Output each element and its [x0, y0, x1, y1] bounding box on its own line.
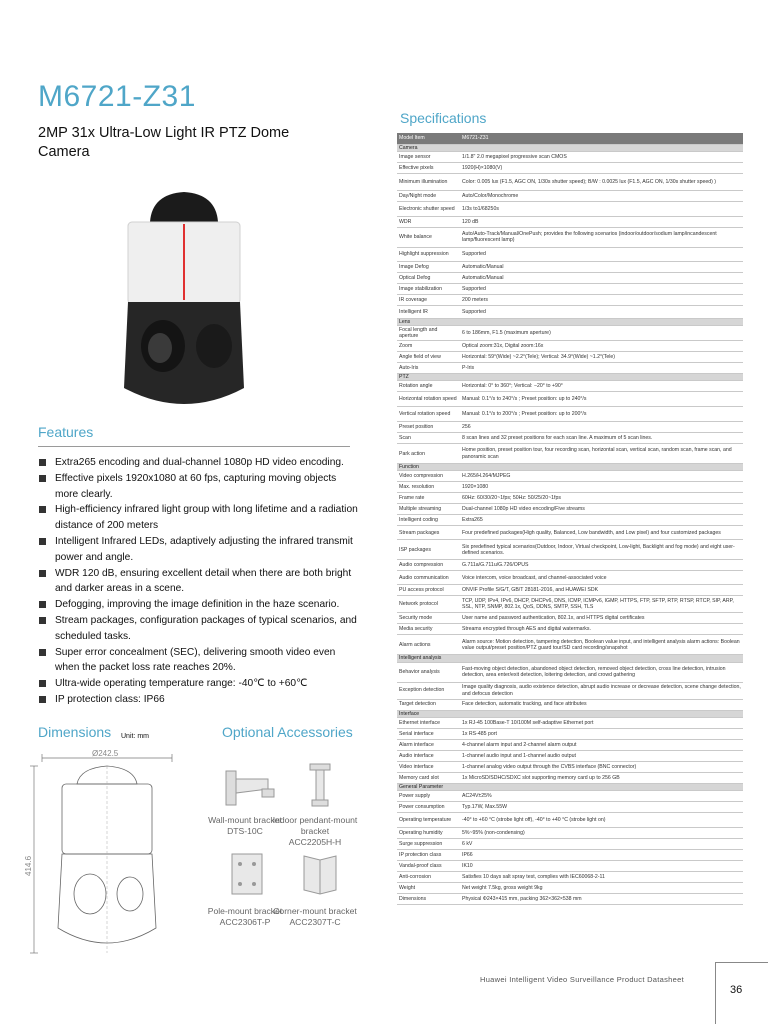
spec-key: IP protection class: [397, 849, 460, 860]
spec-value: 6 kV: [460, 838, 743, 849]
spec-key: Anti-corrosion: [397, 871, 460, 882]
accessory-name: Pole-mount bracket: [207, 906, 283, 916]
spec-row: [397, 790, 743, 801]
spec-value: Manual: 0.1°/s to 200°/s ; Preset position: up to 200°/s: [460, 407, 743, 422]
spec-value: -40° to +60 °C (strobe light off), -40° to +40 °C (strobe light on): [460, 812, 743, 827]
feature-text: Ultra-wide operating temperature range: -40℃ to +60℃: [55, 678, 308, 690]
spec-key: Park action: [397, 444, 460, 464]
spec-key: Power consumption: [397, 801, 460, 812]
bullet-square-icon: [39, 649, 46, 656]
spec-key: Rotation angle: [397, 381, 460, 392]
spec-section-row: [397, 144, 743, 151]
spec-key: White balance: [397, 227, 460, 247]
spec-key: Electronic shutter speed: [397, 201, 460, 216]
spec-value: ONVIF Profile S/G/T, GB/T 28181-2016, and HUAWEI SDK: [460, 585, 743, 596]
feature-item: [38, 534, 358, 566]
spec-row: [397, 871, 743, 882]
spec-row: [397, 739, 743, 750]
spec-row: [397, 283, 743, 294]
spec-row: [397, 294, 743, 305]
spec-row: [397, 893, 743, 904]
spec-key: Image Defog: [397, 261, 460, 272]
spec-row: [397, 635, 743, 655]
spec-row: [397, 662, 743, 682]
spec-value: H.265/H.264/MJPEG: [460, 471, 743, 482]
spec-section-row: [397, 655, 743, 662]
spec-row: [397, 772, 743, 783]
spec-value: [460, 710, 743, 717]
spec-row: [397, 761, 743, 772]
spec-value: M6721-Z31: [460, 133, 743, 144]
feature-item: [38, 645, 358, 677]
spec-value: 1/1.8" 2.0 megapixel progressive scan CMOS: [460, 151, 743, 162]
spec-key: Image sensor: [397, 151, 460, 162]
features-list: [38, 455, 358, 708]
spec-row: [397, 305, 743, 318]
spec-row: [397, 151, 743, 162]
spec-key: Preset position: [397, 422, 460, 433]
spec-row: [397, 201, 743, 216]
spec-key: Operating temperature: [397, 812, 460, 827]
dimensions-heading: Dimensions: [38, 724, 112, 740]
bullet-square-icon: [39, 506, 46, 513]
spec-key: Intelligent coding: [397, 515, 460, 526]
footer-divider-vertical: [715, 962, 716, 1024]
spec-key: IR coverage: [397, 294, 460, 305]
feature-text: WDR 120 dB, ensuring excellent detail when there are both bright and darker areas in a scene.: [55, 567, 352, 595]
accessory-code: ACC2205H-H: [288, 837, 342, 847]
spec-value: Fast-moving object detection, abandoned object detection, removed object detection, cross line detection, intrusion detection, area enter/exit detection, loitering detection, and crowd gathering: [460, 662, 743, 682]
features-divider: [38, 446, 350, 447]
spec-key: Alarm interface: [397, 739, 460, 750]
spec-row: [397, 596, 743, 613]
spec-key: Max. resolution: [397, 482, 460, 493]
spec-key: Camera: [397, 144, 460, 151]
bullet-square-icon: [39, 601, 46, 608]
spec-key: Network protocol: [397, 596, 460, 613]
corner-mount-bracket-image: [290, 850, 350, 900]
bullet-square-icon: [39, 459, 46, 466]
spec-row: [397, 504, 743, 515]
spec-key: Video interface: [397, 761, 460, 772]
spec-row: [397, 362, 743, 373]
spec-key: Auto-Iris: [397, 362, 460, 373]
spec-value: [460, 783, 743, 790]
spec-row: [397, 613, 743, 624]
spec-value: Physical Φ243×415 mm, packing 362×362×538 mm: [460, 893, 743, 904]
spec-value: Auto/Auto-Track/Manual/OnePush; provides the following scenarios (indoor/outdoor/sodium lamp/incandescent lamp/fluorescent lamp): [460, 227, 743, 247]
spec-row: [397, 540, 743, 560]
spec-value: Manual: 0.1°/s to 240°/s ; Preset position: up to 240°/s: [460, 392, 743, 407]
spec-key: Audio communication: [397, 571, 460, 585]
spec-value: IK10: [460, 860, 743, 871]
spec-value: User name and password authentication, 802.1x, and HTTPS digital certificates: [460, 613, 743, 624]
spec-value: Satisfies 10 days salt spray test, complies with IEC60068-2-11: [460, 871, 743, 882]
spec-row: [397, 849, 743, 860]
spec-key: Operating humidity: [397, 827, 460, 838]
dimension-drawing: [22, 748, 192, 960]
spec-key: Media security: [397, 624, 460, 635]
product-subtitle: 2MP 31x Ultra-Low Light IR PTZ Dome Camera: [38, 125, 290, 160]
spec-row: [397, 571, 743, 585]
feature-text: Effective pixels 1920x1080 at 60 fps, capturing moving objects more clearly.: [55, 472, 337, 500]
spec-value: 1x RS-485 port: [460, 728, 743, 739]
spec-value: 1x MicroSD/SDHC/SDXC slot supporting memory card up to 256 GB: [460, 772, 743, 783]
spec-key: Weight: [397, 882, 460, 893]
spec-row: [397, 351, 743, 362]
spec-key: Model Item: [397, 133, 460, 144]
spec-row: [397, 812, 743, 827]
spec-value: 1-channel audio input and 1-channel audio output: [460, 750, 743, 761]
accessory-code: ACC2307T-C: [289, 917, 341, 927]
spec-value: Extra265: [460, 515, 743, 526]
spec-value: 5%~95% (non-condensing): [460, 827, 743, 838]
spec-row: [397, 261, 743, 272]
spec-key: Effective pixels: [397, 162, 460, 173]
spec-key: Intelligent IR: [397, 305, 460, 318]
spec-value: 1x RJ-45 100Base-T 10/100M self-adaptive Ethernet port: [460, 717, 743, 728]
spec-row: [397, 882, 743, 893]
height-dimension-label: 414.6: [24, 855, 33, 876]
spec-value: [460, 373, 743, 380]
feature-text: Intelligent Infrared LEDs, adaptively adjusting the infrared transmit power and angle.: [55, 535, 353, 563]
spec-key: Multiple streaming: [397, 504, 460, 515]
spec-row: [397, 216, 743, 227]
feature-item: [38, 471, 358, 503]
spec-key: Lens: [397, 318, 460, 325]
spec-value: G.711a/G.711u/G.726/OPUS: [460, 560, 743, 571]
spec-row: [397, 493, 743, 504]
bullet-square-icon: [39, 475, 46, 482]
spec-key: PTZ: [397, 373, 460, 380]
spec-key: Minimum illumination: [397, 173, 460, 190]
spec-key: Angle field of view: [397, 351, 460, 362]
spec-section-row: [397, 373, 743, 380]
spec-value: 256: [460, 422, 743, 433]
spec-value: Four predefined packages(High quality, Balanced, Low bandwidth, and Low pixel) and four customized packages: [460, 526, 743, 540]
accessory-name: Wall-mount bracket: [208, 815, 282, 825]
width-dimension-label: Ø242.5: [92, 749, 119, 758]
spec-value: 1/3s to1/68250s: [460, 201, 743, 216]
spec-value: Typ.17W, Max.55W: [460, 801, 743, 812]
spec-row: [397, 247, 743, 261]
spec-value: 200 meters: [460, 294, 743, 305]
spec-section-row: [397, 783, 743, 790]
spec-value: Supported: [460, 283, 743, 294]
spec-key: Focal length and aperture: [397, 325, 460, 340]
spec-section-row: [397, 464, 743, 471]
spec-value: TCP, UDP, IPv4, IPv6, DHCP, DHCPv6, DNS, ICMP, ICMPv6, IGMP, HTTPS, FTP, SFTP, RTP, RTSP, RTCP, SIP, ARP, SSL, NTP, SNMP, 802.1x, QoS, DDNS, SMTP, SSH, TLS: [460, 596, 743, 613]
spec-value: Image quality diagnosis, audio existence detection, abrupt audio increase or decrease detection, scene change detection, and defocus detection: [460, 682, 743, 699]
bullet-square-icon: [39, 680, 46, 687]
spec-row: [397, 717, 743, 728]
spec-row: [397, 860, 743, 871]
spec-value: Supported: [460, 247, 743, 261]
spec-key: Frame rate: [397, 493, 460, 504]
spec-value: IP66: [460, 849, 743, 860]
spec-row: [397, 190, 743, 201]
spec-value: [460, 144, 743, 151]
spec-key: PU access protocol: [397, 585, 460, 596]
spec-row: [397, 515, 743, 526]
spec-key: Target detection: [397, 699, 460, 710]
feature-text: Stream packages, configuration packages of typical scenarios, and scheduled tasks.: [55, 614, 357, 642]
spec-value: 1-channel analog video output through the CVBS interface (BNC connector): [460, 761, 743, 772]
wall-mount-bracket-image: [220, 765, 280, 815]
spec-header-row: [397, 133, 743, 144]
spec-key: Image stabilization: [397, 283, 460, 294]
specifications-table: [397, 133, 743, 905]
spec-row: [397, 682, 743, 699]
spec-row: [397, 392, 743, 407]
bullet-square-icon: [39, 696, 46, 703]
spec-key: Interface: [397, 710, 460, 717]
feature-text: Defogging, improving the image definition in the haze scenario.: [55, 599, 340, 611]
spec-key: Day/Night mode: [397, 190, 460, 201]
spec-value: Streams encrypted through AES and digital watermarks.: [460, 624, 743, 635]
spec-row: [397, 728, 743, 739]
spec-key: Power supply: [397, 790, 460, 801]
feature-item: [38, 676, 358, 692]
feature-item: [38, 566, 358, 598]
pole-mount-bracket-image: [220, 850, 280, 900]
spec-row: [397, 227, 743, 247]
spec-key: WDR: [397, 216, 460, 227]
spec-value: 120 dB: [460, 216, 743, 227]
spec-section-row: [397, 318, 743, 325]
feature-text: Super error concealment (SEC), delivering smooth video even when the packet loss rate reaches 20%.: [55, 646, 336, 674]
spec-key: Dimensions: [397, 893, 460, 904]
spec-key: Behavior analysis: [397, 662, 460, 682]
camera-product-image: [118, 188, 248, 418]
spec-value: P-Iris: [460, 362, 743, 373]
spec-value: Optical zoom:31x, Digital zoom:16x: [460, 340, 743, 351]
spec-value: Six predefined typical scenarios(Outdoor, Indoor, Virtual checkpoint, Low-light, Backlight and fog mode) and eight user-defined scenarios.: [460, 540, 743, 560]
accessory-name: Indoor pendant-mount bracket: [272, 815, 358, 836]
specifications-heading: Specifications: [400, 110, 487, 126]
spec-value: 4-channel alarm input and 2-channel alarm output: [460, 739, 743, 750]
spec-row: [397, 422, 743, 433]
spec-key: Optical Defog: [397, 272, 460, 283]
spec-row: [397, 560, 743, 571]
feature-item: [38, 502, 358, 534]
spec-key: Highlight suppression: [397, 247, 460, 261]
spec-key: Audio interface: [397, 750, 460, 761]
spec-value: [460, 655, 743, 662]
footer-divider-horizontal: [715, 962, 768, 963]
page-title: M6721-Z31: [38, 80, 196, 113]
spec-value: [460, 318, 743, 325]
spec-value: Automatic/Manual: [460, 272, 743, 283]
spec-row: [397, 444, 743, 464]
spec-value: 6 to 186mm, F1.5 (maximum aperture): [460, 325, 743, 340]
spec-value: Horizontal: 59°(Wide) ~2.2°(Tele); Vertical: 34.9°(Wide) ~1.2°(Tele): [460, 351, 743, 362]
spec-row: [397, 325, 743, 340]
spec-row: [397, 801, 743, 812]
spec-key: Scan: [397, 433, 460, 444]
pendant-mount-bracket-image: [290, 762, 350, 812]
spec-key: Horizontal rotation speed: [397, 392, 460, 407]
spec-key: Vertical rotation speed: [397, 407, 460, 422]
spec-row: [397, 340, 743, 351]
spec-value: Home position, preset position tour, four recording scan, horizontal scan, vertical scan, random scan, frame scan, and panoramic scan: [460, 444, 743, 464]
spec-key: Surge suppression: [397, 838, 460, 849]
spec-key: Stream packages: [397, 526, 460, 540]
spec-value: Face detection, automatic tracking, and face attributes: [460, 699, 743, 710]
spec-row: [397, 526, 743, 540]
bullet-square-icon: [39, 570, 46, 577]
spec-value: AC24V±25%: [460, 790, 743, 801]
spec-key: Security mode: [397, 613, 460, 624]
features-heading: Features: [38, 424, 94, 440]
feature-item: [38, 613, 358, 645]
spec-value: Automatic/Manual: [460, 261, 743, 272]
feature-text: Extra265 encoding and dual-channel 1080p HD video encoding.: [55, 457, 344, 468]
spec-key: Alarm actions: [397, 635, 460, 655]
bullet-square-icon: [39, 538, 46, 545]
footer-text: Huawei Intelligent Video Surveillance Product Datasheet: [480, 975, 684, 984]
spec-row: [397, 827, 743, 838]
spec-key: Vandal-proof class: [397, 860, 460, 871]
spec-key: Memory card slot: [397, 772, 460, 783]
spec-row: [397, 624, 743, 635]
spec-row: [397, 162, 743, 173]
accessory-code: ACC2306T-P: [219, 917, 271, 927]
spec-row: [397, 407, 743, 422]
spec-section-row: [397, 710, 743, 717]
feature-item: [38, 597, 358, 613]
spec-row: [397, 433, 743, 444]
accessory-name: Corner-mount bracket: [273, 906, 357, 916]
spec-value: [460, 464, 743, 471]
accessory-label-corner-mount: [270, 906, 360, 928]
feature-text: High-efficiency infrared light group with long lifetime and a radiation distance of 200 meters: [55, 504, 358, 532]
spec-key: General Parameter: [397, 783, 460, 790]
spec-key: Exception detection: [397, 682, 460, 699]
spec-key: Intelligent analysis: [397, 655, 460, 662]
feature-item: [38, 455, 358, 471]
spec-value: 1920(H)×1080(V): [460, 162, 743, 173]
spec-row: [397, 272, 743, 283]
accessory-code: DTS-10C: [227, 826, 263, 836]
spec-key: Serial interface: [397, 728, 460, 739]
accessories-heading: Optional Accessories: [222, 724, 353, 740]
spec-value: Alarm source: Motion detection, tampering detection, Boolean value input, and intelligent analysis alarm actions: Boolean value output/preset position/PTZ guard tour/SD card recording/snapshot: [460, 635, 743, 655]
spec-value: Dual-channel 1080p HD video encoding/Five streams: [460, 504, 743, 515]
spec-value: Auto/Color/Monochrome: [460, 190, 743, 201]
spec-key: Zoom: [397, 340, 460, 351]
spec-value: 1920×1080: [460, 482, 743, 493]
accessory-label-pendant-mount: [270, 815, 360, 848]
feature-text: IP protection class: IP66: [55, 693, 165, 705]
spec-value: Horizontal: 0° to 360°; Vertical: −20° to +90°: [460, 381, 743, 392]
spec-key: Function: [397, 464, 460, 471]
spec-row: [397, 173, 743, 190]
spec-value: Net weight 7.5kg, gross weight 9kg: [460, 882, 743, 893]
spec-value: 60Hz: 60/30/20~1fps; 50Hz: 50/25/20~1fps: [460, 493, 743, 504]
spec-row: [397, 750, 743, 761]
spec-value: Supported: [460, 305, 743, 318]
spec-key: Video compression: [397, 471, 460, 482]
spec-value: Voice intercom, voice broadcast, and channel-associated voice: [460, 571, 743, 585]
feature-item: [38, 692, 358, 708]
spec-key: Ethernet interface: [397, 717, 460, 728]
spec-key: Audio compression: [397, 560, 460, 571]
spec-row: [397, 471, 743, 482]
spec-value: Color: 0.005 lux (F1.5, AGC ON, 1/30s shutter speed); B/W : 0.0025 lux (F1.5, AGC ON, 1/30s shutter speed) ): [460, 173, 743, 190]
spec-row: [397, 699, 743, 710]
spec-row: [397, 585, 743, 596]
spec-row: [397, 482, 743, 493]
page-number: 36: [730, 984, 743, 996]
spec-key: ISP packages: [397, 540, 460, 560]
spec-row: [397, 838, 743, 849]
unit-label: Unit: mm: [121, 733, 149, 740]
bullet-square-icon: [39, 617, 46, 624]
spec-row: [397, 381, 743, 392]
spec-value: 8 scan lines and 32 preset positions for each scan line. A maximum of 5 scan lines.: [460, 433, 743, 444]
